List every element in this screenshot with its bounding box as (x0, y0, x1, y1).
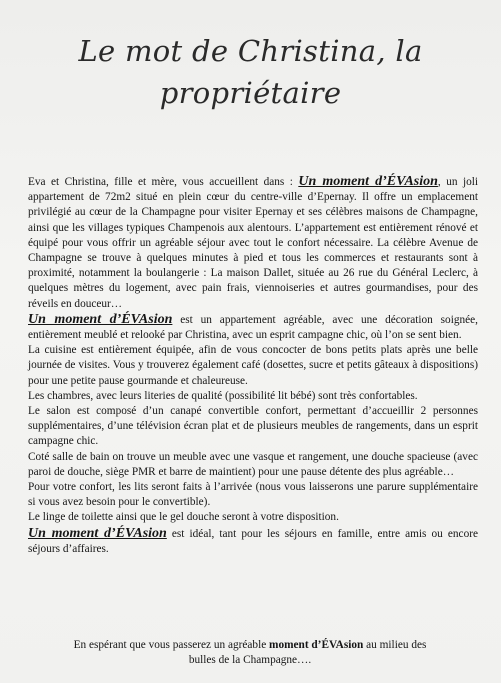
document-body (28, 174, 478, 557)
decor-paragraph (28, 312, 478, 343)
beds-paragraph: Pour votre confort, les lits seront faits à l’arrivée (nous vous laisserons une parure supplémentaire si vous avez besoin pour le convertible). (28, 481, 478, 509)
page-title-line-1: Le mot de Christina, la (78, 34, 423, 68)
brand-name: Un moment d’ÉVAsion (28, 311, 173, 327)
brand-name: Un moment d’ÉVAsion (28, 525, 167, 541)
closing-paragraph (60, 638, 440, 668)
intro-text-end: , un joli appartement de 72m2 situé en plein cœur du centre-ville d’Epernay. Il offre un emplacement privilégié au cœur de la Champagne pour visiter Epernay et ses célèbres maisons de Champagne, ainsi que les villages typiques Champenois aux alentours. L’appartement est entièrement rénové et équipé pour vous offrir un agréable séjour avec tout le confort nécessaire. La célèbre Avenue de Champagne se trouve à quelques minutes à pied et tous les commerces et restaurants sont à proximité, notamment la boulangerie : La maison Dallet, située au 26 rue du Général Leclerc, à quelques mètres du logement, avec pain frais, viennoiseries et autres gourmandises, pour des réveils en douceur… (28, 176, 479, 310)
closing-text-end: au milieu des bulles de la Champagne…. (188, 639, 427, 667)
intro-paragraph (28, 174, 478, 312)
decor-text: est un appartement agréable, avec une décoration soignée, entièrement meublé et relooké par Christina, avec un esprit campagne chic, où l’on se sent bien. (28, 313, 478, 342)
kitchen-paragraph: La cuisine est entièrement équipée, afin de vous concocter de bons petits plats après une belle journée de visites. Vous y trouverez également café (dosettes, sucre et petits gâteaux à dispositions) pour une petite pause gourmande et chaleureuse. (28, 344, 478, 387)
ideal-paragraph (28, 526, 478, 557)
page-title (0, 30, 501, 114)
living-room-paragraph: Le salon est composé d’un canapé convertible confort, permettant d’accueillir 2 personnes supplémentaires, d’une télévision écran plat et de plusieurs meubles de rangements, dans un esprit campagne chic. (28, 405, 478, 448)
ideal-text: est idéal, tant pour les séjours en famille, entre amis ou encore séjours d’affaires. (28, 527, 478, 555)
intro-text-start: Eva et Christina, fille et mère, vous accueillent dans : (28, 176, 299, 188)
linen-paragraph: Le linge de toilette ainsi que le gel douche seront à votre disposition. (28, 511, 339, 524)
bedrooms-paragraph: Les chambres, avec leurs literies de qualité (possibilité lit bébé) sont très confortables. (28, 389, 418, 402)
closing-brand: moment d’ÉVAsion (269, 639, 364, 651)
brand-name: Un moment d’ÉVAsion (298, 174, 438, 189)
closing-text-start: En espérant que vous passerez un agréable (73, 639, 270, 651)
page-title-line-2: propriétaire (159, 76, 342, 110)
bathroom-paragraph: Coté salle de bain on trouve un meuble avec une vasque et rangement, une douche spacieuse (avec paroi de douche, siège PMR et barre de maintient) pour une pause détente des plus agréable… (28, 450, 478, 478)
